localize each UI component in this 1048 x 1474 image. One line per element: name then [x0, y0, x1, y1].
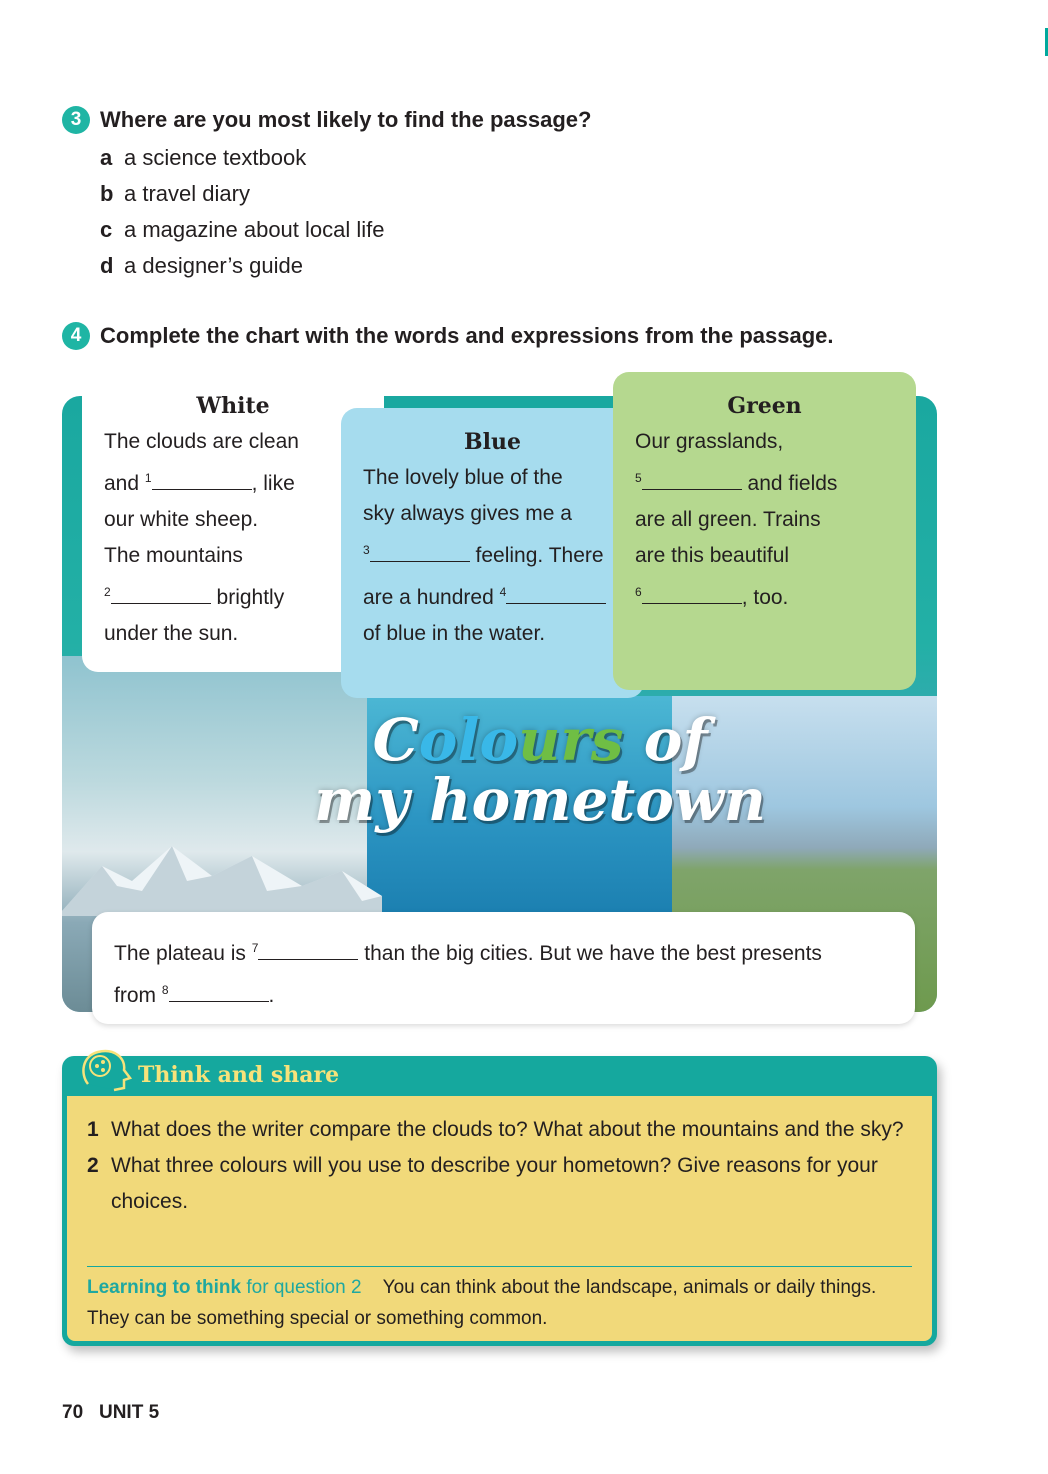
blank-6[interactable] [642, 581, 742, 604]
question-number-badge: 4 [62, 322, 90, 350]
option-d[interactable]: d a designer’s guide [100, 253, 303, 278]
plateau-box: The plateau is $^7$ than the big cities. But we have the best presents from $^8$ . [92, 912, 915, 1024]
green-panel: Green Our grasslands, $^5$ and fields are all green. Trains are this beautiful $^6$ , too. [613, 372, 916, 690]
question-number-badge: 3 [62, 106, 90, 134]
answer-options [100, 140, 385, 284]
blank-3[interactable] [370, 539, 470, 562]
white-panel: White The clouds are clean and $^1$ , like our white sheep. The mountains $^2$ brightly under the sun. [82, 372, 384, 672]
think-question-2: 2 What three colours will you use to describe your hometown? Give reasons for your choices. [87, 1154, 878, 1213]
blank-2[interactable] [111, 581, 211, 604]
snow-mountains-image [62, 836, 382, 916]
option-b[interactable]: b a travel diary [100, 181, 250, 206]
question-text: Where are you most likely to find the passage? [100, 107, 592, 132]
question-text: Complete the chart with the words and expressions from the passage. [100, 323, 834, 348]
learning-to-think-tip: Learning to think for question 2 You can think about the landscape, animals or daily things. They can be something special or something common. [87, 1277, 877, 1329]
blank-5[interactable] [642, 467, 742, 490]
blank-1[interactable] [152, 467, 252, 490]
panel-title-green: Green [727, 393, 802, 419]
blank-7[interactable] [258, 937, 358, 960]
panel-title-blue: Blue [464, 429, 521, 455]
option-a[interactable]: a a science textbook [100, 145, 307, 170]
option-c[interactable]: c a magazine about local life [100, 217, 385, 242]
think-header: Think and share [138, 1062, 340, 1088]
panel-title-white: White [196, 393, 270, 419]
unit-label: UNIT 5 [98, 1402, 160, 1423]
chart-title: Colours of my hometown [314, 706, 766, 834]
think-body [67, 1096, 932, 1341]
page-number: 70 [62, 1402, 84, 1423]
blank-4[interactable] [506, 581, 606, 604]
divider [87, 1266, 912, 1267]
blue-panel: Blue The lovely blue of the sky always gives me a $^3$ feeling. There are a hundred $^4$ of blue in the water. [341, 408, 644, 698]
think-and-share-box [62, 1056, 937, 1346]
question-4 [62, 322, 834, 350]
question-3 [62, 106, 591, 134]
page-footer [62, 1402, 159, 1424]
head-share-icon [78, 1044, 134, 1094]
think-question-1: 1 What does the writer compare the clouds to? What about the mountains and the sky? [87, 1118, 904, 1141]
blank-8[interactable] [169, 979, 269, 1002]
